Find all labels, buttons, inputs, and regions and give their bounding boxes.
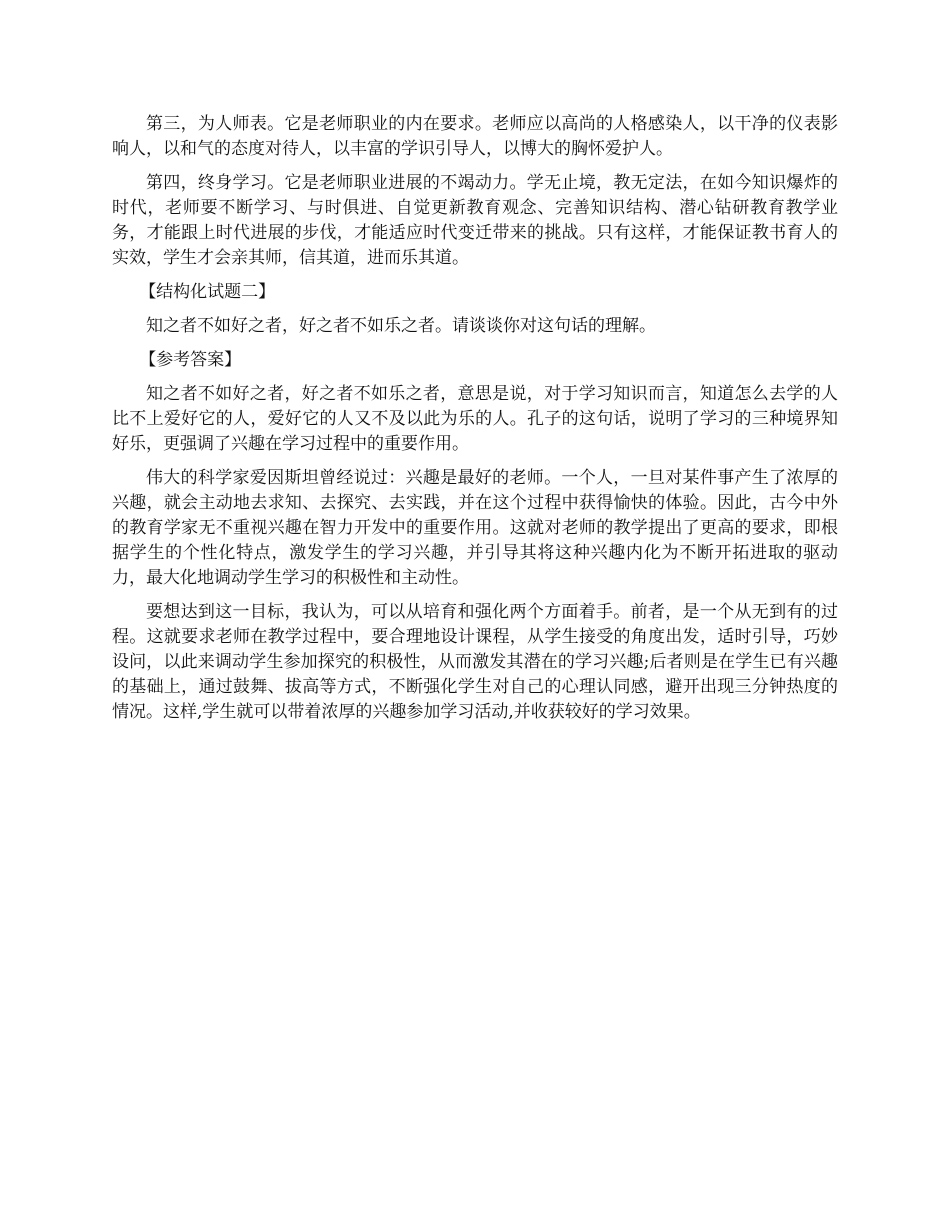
- paragraph-third-point: 第三，为人师表。它是老师职业的内在要求。老师应以高尚的人格感染人，以干净的仪表影响人，以和气的态度对待人，以丰富的学识引导人，以博大的胸怀爱护人。: [112, 114, 838, 159]
- document-page: [112, 112, 838, 734]
- paragraph-fourth-point: 第四，终身学习。它是老师职业进展的不竭动力。学无止境，教无定法，在如今知识爆炸的时代，老师要不断学习、与时俱进、自觉更新教育观念、完善知识结构、潜心钻研教育教学业务，才能跟上时代进展的步伐，才能适应时代变迁带来的挑战。只有这样，才能保证教书育人的实效，学生才会亲其师，信其道，进而乐其道。: [112, 173, 838, 268]
- question-text: 知之者不如好之者，好之者不如乐之者。请谈谈你对这句话的理解。: [146, 316, 656, 336]
- answer-paragraph-einstein: 伟大的科学家爱因斯坦曾经说过：兴趣是最好的老师。一个人，一旦对某件事产生了浓厚的兴趣，就会主动地去求知、去探究、去实践，并在这个过程中获得愉快的体验。因此，古今中外的教育学家无不重视兴趣在智力开发中的重要作用。这就对老师的教学提出了更高的要求，即根据学生的个性化特点，激发学生的学习兴趣，并引导其将这种兴趣内化为不断开拓进取的驱动力，最大化地调动学生学习的积极性和主动性。: [112, 468, 838, 588]
- answer-paragraph-approach: 要想达到这一目标，我认为，可以从培育和强化两个方面着手。前者，是一个从无到有的过程。这就要求老师在教学过程中，要合理地设计课程，从学生接受的角度出发，适时引导，巧妙设问，以此来调动学生参加探究的积极性，从而激发其潜在的学习兴趣;后者则是在学生已有兴趣的基础上，通过鼓舞、拔高等方式，不断强化学生对自己的心理认同感，避开出现三分钟热度的情况。这样,学生就可以带着浓厚的兴趣参加学习活动,并收获较好的学习效果。: [112, 602, 838, 722]
- section-heading-question-two: 【结构化试题二】: [139, 282, 276, 302]
- answer-paragraph-meaning: 知之者不如好之者，好之者不如乐之者，意思是说，对于学习知识而言，知道怎么去学的人比不上爱好它的人，爱好它的人又不及以此为乐的人。孔子的这句话，说明了学习的三种境界知好乐，更强调了兴趣在学习过程中的重要作用。: [112, 384, 838, 454]
- section-heading-reference-answer: 【参考答案】: [139, 350, 242, 370]
